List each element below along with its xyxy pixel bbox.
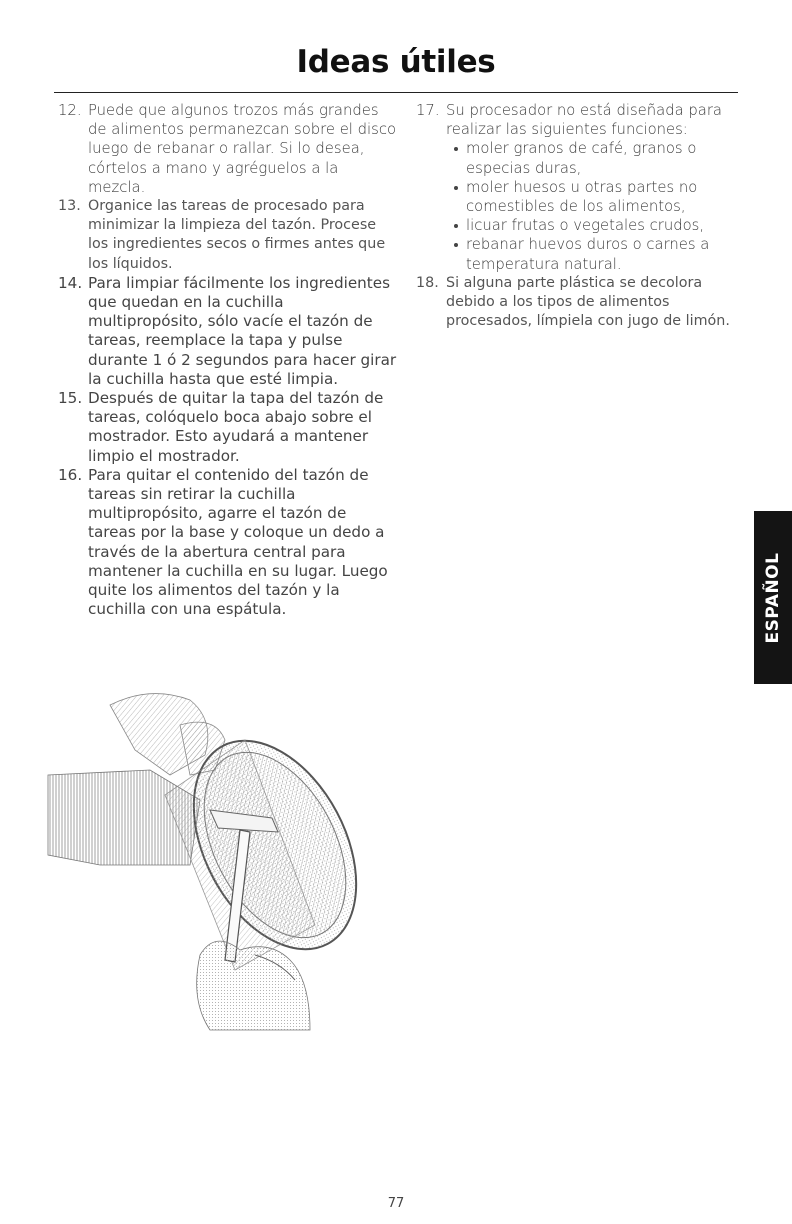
- bowl-illustration: [40, 680, 370, 1040]
- tip-number: 17.: [416, 102, 440, 119]
- tip-18: [416, 274, 746, 332]
- tip-15: [58, 389, 398, 466]
- bullet-item: moler granos de café, granos o especias duras,: [454, 139, 746, 177]
- language-tab: [754, 511, 792, 684]
- tip-text: Después de quitar la tapa del tazón de tareas, colóquelo boca abajo sobre el mostrador. Esto ayudará a mantener limpio el mostrador.: [88, 389, 384, 465]
- language-tab-label: ESPAÑOL: [763, 552, 783, 643]
- tip-text: Puede que algunos trozos más grandes de alimentos permanezcan sobre el disco luego de rebanar o rallar. Si lo desea, córtelos a mano y agréguelos a la mezcla.: [88, 102, 397, 196]
- tip-text: Su procesador no está diseñada para realizar las siguientes funciones:: [446, 102, 722, 139]
- tip-17: [416, 101, 746, 274]
- tips-list-right: [416, 101, 746, 331]
- bullet-item: moler huesos u otras partes no comestibles de los alimentos,: [454, 178, 746, 216]
- tip-number: 18.: [416, 274, 439, 291]
- tip-text: Para quitar el contenido del tazón de tareas sin retirar la cuchilla multipropósito, agarre el tazón de tareas por la base y coloque un dedo a través de la abertura central para mantener la cuchilla en su lugar. Luego quite los alimentos del tazón y la cuchilla con una espátula.: [88, 465, 388, 619]
- tip-number: 16.: [58, 465, 83, 484]
- tip-12: [58, 101, 398, 197]
- tip-text: Si alguna parte plástica se decolora debido a los tipos de alimentos procesados, límpiela con jugo de limón.: [446, 274, 730, 330]
- tip-number: 12.: [58, 102, 82, 119]
- bullet-item: licuar frutas o vegetales crudos,: [454, 216, 746, 235]
- tip-text: Organice las tareas de procesado para minimizar la limpieza del tazón. Procese los ingredientes secos o firmes antes que los líquidos.: [88, 198, 386, 272]
- page-number: 77: [387, 1196, 405, 1211]
- tip-number: 14.: [58, 273, 83, 292]
- page-title: Ideas útiles: [296, 44, 496, 80]
- tip-16: [58, 466, 398, 620]
- bullet-item: rebanar huevos duros o carnes a temperatura natural.: [454, 235, 746, 273]
- tip-text: Para limpiar fácilmente los ingredientes que quedan en la cuchilla multipropósito, sólo vacíe el tazón de tareas, reemplace la tapa y pulse durante 1 ó 2 segundos para hacer girar la cuchilla hasta que esté limpia.: [88, 273, 397, 388]
- tips-list-left: [58, 101, 398, 619]
- tip-number: 15.: [58, 389, 83, 408]
- title-divider: [54, 92, 738, 93]
- bullet-list: [446, 139, 746, 273]
- tip-14: [58, 274, 398, 389]
- tip-number: 13.: [58, 198, 81, 215]
- tip-13: [58, 197, 398, 274]
